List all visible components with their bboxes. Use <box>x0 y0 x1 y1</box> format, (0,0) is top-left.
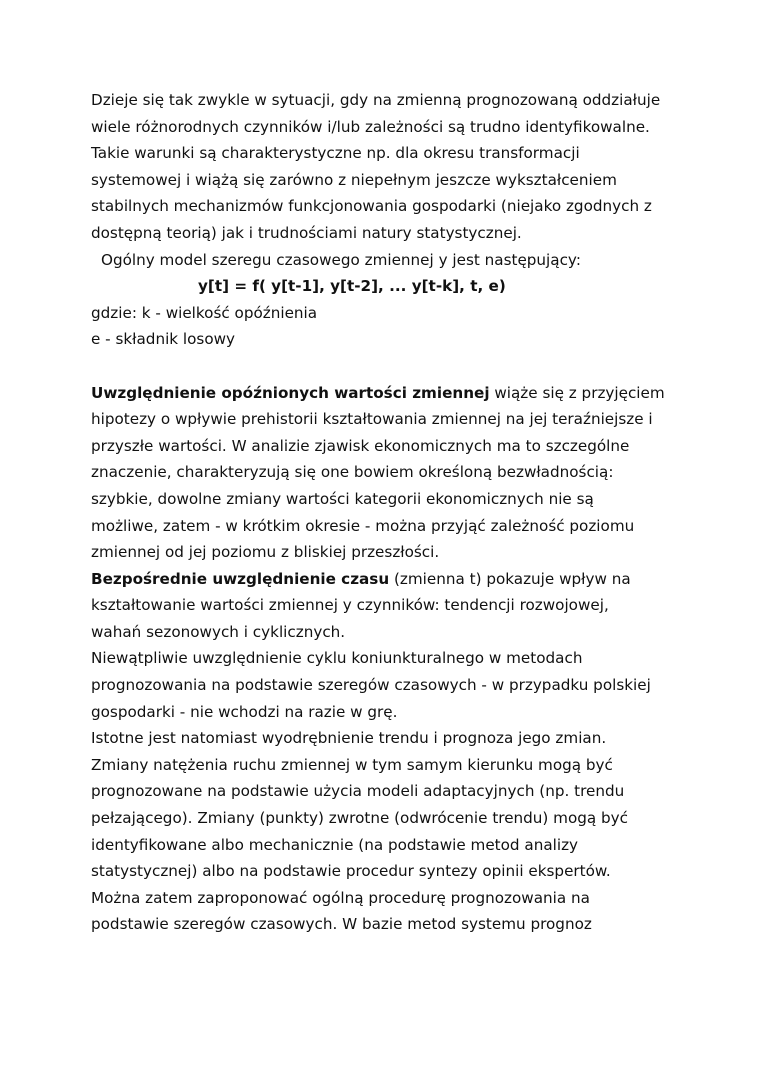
text-line: Istotne jest natomiast wyodrębnienie trendu i prognoza jego zmian. <box>91 729 607 748</box>
text-line: dostępną teorią) jak i trudnościami natury statystycznej. <box>91 223 522 242</box>
text-line: szybkie, dowolne zmiany wartości kategorii ekonomicznych nie są <box>91 489 594 508</box>
document-body <box>91 87 681 938</box>
text-fragment: (zmienna t) pokazuje wpływ na <box>389 569 631 588</box>
model-formula: y[t] = f( y[t-1], y[t-2], ... y[t-k], t, e) <box>198 277 506 296</box>
text-line: gospodarki - nie wchodzi na razie w grę. <box>91 702 398 721</box>
trend-paragraph <box>91 725 681 938</box>
text-line: Niewątpliwie uwzględnienie cyklu koniunkturalnego w metodach <box>91 649 583 668</box>
business-cycle-paragraph <box>91 645 681 725</box>
intro-paragraph <box>91 87 681 247</box>
lagged-values-paragraph <box>91 380 681 566</box>
model-intro: Ogólny model szeregu czasowego zmiennej y jest następujący: <box>101 250 581 269</box>
time-paragraph <box>91 566 681 646</box>
text-line: Zmiany natężenia ruchu zmiennej w tym samym kierunku mogą być <box>91 755 613 774</box>
text-line: zmiennej od jej poziomu z bliskiej przeszłości. <box>91 543 440 562</box>
definition-e: e - składnik losowy <box>91 330 236 349</box>
definition-k: gdzie: k - wielkość opóźnienia <box>91 303 318 322</box>
text-line: wiele różnorodnych czynników i/lub zależności są trudno identyfikowalne. <box>91 117 650 136</box>
text-line: stabilnych mechanizmów funkcjonowania gospodarki (niejako zgodnych z <box>91 197 652 216</box>
text-line: kształtowanie wartości zmiennej y czynników: tendencji rozwojowej, <box>91 596 609 615</box>
text-line <box>91 566 681 593</box>
text-line: przyszłe wartości. W analizie zjawisk ekonomicznych ma to szczególne <box>91 436 630 455</box>
paragraph-gap <box>91 353 681 380</box>
text-line: Dzieje się tak zwykle w sytuacji, gdy na zmienną prognozowaną oddziałuje <box>91 91 661 109</box>
text-line: możliwe, zatem - w krótkim okresie - można przyjąć zależność poziomu <box>91 516 635 535</box>
text-line: systemowej i wiążą się zarówno z niepełnym jeszcze wykształceniem <box>91 170 617 189</box>
text-line: Takie warunki są charakterystyczne np. dla okresu transformacji <box>91 144 580 163</box>
text-line: statystycznej) albo na podstawie procedur syntezy opinii ekspertów. <box>91 862 611 881</box>
text-line: Można zatem zaproponować ogólną procedurę prognozowania na <box>91 888 590 907</box>
text-line: prognozowane na podstawie użycia modeli adaptacyjnych (np. trendu <box>91 782 625 801</box>
text-line: podstawie szeregów czasowych. W bazie metod systemu prognoz <box>91 915 592 934</box>
text-line: wahań sezonowych i cyklicznych. <box>91 622 346 641</box>
section-heading-lagged: Uwzględnienie opóźnionych wartości zmiennej <box>91 383 490 402</box>
text-fragment: wiąże się z przyjęciem <box>489 383 665 402</box>
text-line: prognozowania na podstawie szeregów czasowych - w przypadku polskiej <box>91 676 651 695</box>
section-heading-time: Bezpośrednie uwzględnienie czasu <box>91 569 390 588</box>
text-line: znaczenie, charakteryzują się one bowiem określoną bezwładnością: <box>91 463 614 482</box>
text-line <box>91 380 681 407</box>
text-line: hipotezy o wpływie prehistorii kształtowania zmiennej na jej teraźniejsze i <box>91 410 653 429</box>
text-line: identyfikowane albo mechanicznie (na podstawie metod analizy <box>91 835 579 854</box>
text-line: pełzającego). Zmiany (punkty) zwrotne (odwrócenie trendu) mogą być <box>91 809 629 828</box>
